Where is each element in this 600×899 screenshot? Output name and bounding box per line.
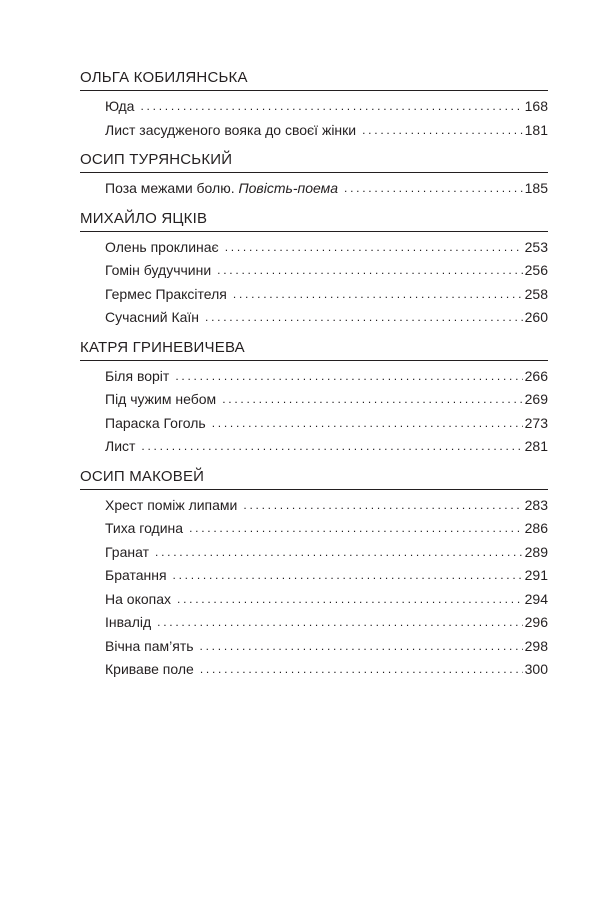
dot-leader	[173, 564, 523, 588]
toc-entry[interactable]	[105, 236, 548, 260]
entry-page-number: 266	[524, 367, 548, 384]
entry-title: Братання	[105, 567, 167, 583]
dot-leader	[205, 306, 523, 330]
section-author: ОЛЬГА КОБИЛЯНСЬКА	[80, 69, 248, 86]
entry-page-number: 258	[524, 285, 548, 302]
section-author: ОСИП МАКОВЕЙ	[80, 467, 205, 485]
entry-title: Олень проклинає	[105, 238, 219, 255]
entry-title: Хрест поміж липами	[105, 496, 238, 513]
dot-leader	[175, 365, 522, 389]
toc-entry[interactable]	[105, 435, 548, 459]
toc-entry[interactable]	[105, 517, 548, 541]
entry-page-number: 185	[524, 180, 548, 196]
dot-leader	[217, 259, 522, 283]
dot-leader	[233, 283, 523, 307]
toc-entry[interactable]	[105, 177, 548, 201]
dot-leader	[225, 236, 523, 260]
section-divider	[80, 231, 548, 232]
entry-title: Сучасний Каїн	[105, 309, 200, 325]
table-of-contents	[80, 66, 548, 682]
section-entries	[105, 494, 548, 682]
dot-leader	[189, 517, 523, 541]
entry-page-number: 273	[524, 414, 548, 431]
entry-title: На окопах	[105, 590, 172, 607]
entry-page-number: 291	[524, 567, 548, 583]
dot-leader	[155, 541, 523, 565]
entry-page-number: 260	[524, 309, 548, 325]
section-entries	[105, 365, 548, 459]
entry-page-number: 289	[524, 543, 548, 560]
toc-entry[interactable]	[105, 306, 548, 330]
toc-entry[interactable]	[105, 494, 548, 518]
toc-entry[interactable]	[105, 365, 548, 389]
toc-section	[80, 336, 548, 465]
entry-title: Криваве поле	[105, 661, 194, 677]
entry-page-number: 168	[524, 98, 548, 114]
toc-entry[interactable]	[105, 564, 548, 588]
entry-title: Гомін будуччини	[105, 262, 212, 278]
toc-entry[interactable]	[105, 611, 548, 635]
entry-title: Гранат	[105, 543, 149, 560]
dot-leader	[200, 635, 523, 659]
toc-entry[interactable]	[105, 283, 548, 307]
section-entries	[105, 236, 548, 330]
section-author: МИХАЙЛО ЯЦКІВ	[80, 209, 208, 227]
section-author: КАТРЯ ГРИНЕВИЧЕВА	[80, 338, 245, 356]
entry-page-number: 298	[524, 637, 548, 654]
entry-title: Юда	[105, 98, 135, 114]
entry-title: Гермес Праксітеля	[105, 285, 227, 302]
section-divider	[80, 489, 548, 490]
section-author: ОСИП ТУРЯНСЬКИЙ	[80, 151, 233, 168]
dot-leader	[141, 435, 522, 459]
dot-leader	[344, 177, 523, 201]
entry-page-number: 253	[524, 238, 548, 255]
dot-leader	[212, 412, 523, 436]
toc-section	[80, 207, 548, 336]
toc-entry[interactable]	[105, 588, 548, 612]
entry-page-number: 256	[524, 262, 548, 278]
dot-leader	[177, 588, 523, 612]
dot-leader	[362, 119, 523, 143]
toc-section	[80, 148, 548, 207]
entry-title: Під чужим небом	[105, 391, 217, 407]
entry-page-number: 296	[524, 614, 548, 630]
entry-title-main: Поза межами болю.	[105, 180, 239, 196]
entry-title: Лист	[105, 438, 136, 454]
dot-leader	[157, 611, 523, 635]
section-entries	[105, 177, 548, 201]
toc-section	[80, 66, 548, 148]
dot-leader	[200, 658, 523, 682]
dot-leader	[222, 388, 522, 412]
entry-page-number: 283	[524, 496, 548, 513]
section-divider	[80, 90, 548, 91]
entry-title: Інвалід	[105, 614, 152, 630]
entry-title: Тиха година	[105, 520, 184, 536]
toc-section	[80, 465, 548, 682]
section-divider	[80, 360, 548, 361]
toc-entry[interactable]	[105, 95, 548, 119]
toc-entry[interactable]	[105, 658, 548, 682]
entry-page-number: 269	[524, 391, 548, 407]
toc-entry[interactable]	[105, 119, 548, 143]
toc-entry[interactable]	[105, 635, 548, 659]
entry-title: Біля воріт	[105, 367, 170, 384]
entry-title	[105, 177, 338, 201]
section-entries	[105, 95, 548, 142]
entry-title: Лист засудженого вояка до своєї жінки	[105, 121, 357, 138]
dot-leader	[243, 494, 522, 518]
entry-page-number: 281	[524, 438, 548, 454]
entry-page-number: 181	[524, 121, 548, 138]
entry-page-number: 294	[524, 590, 548, 607]
section-divider	[80, 172, 548, 173]
toc-entry[interactable]	[105, 388, 548, 412]
toc-entry[interactable]	[105, 412, 548, 436]
entry-page-number: 300	[524, 661, 548, 677]
toc-entry[interactable]	[105, 541, 548, 565]
entry-title: Параска Гоголь	[105, 414, 206, 431]
dot-leader	[140, 95, 522, 119]
entry-title: Вічна пам’ять	[105, 637, 194, 654]
toc-entry[interactable]	[105, 259, 548, 283]
entry-subtitle: Повість-поема	[238, 180, 339, 196]
entry-page-number: 286	[524, 520, 548, 536]
